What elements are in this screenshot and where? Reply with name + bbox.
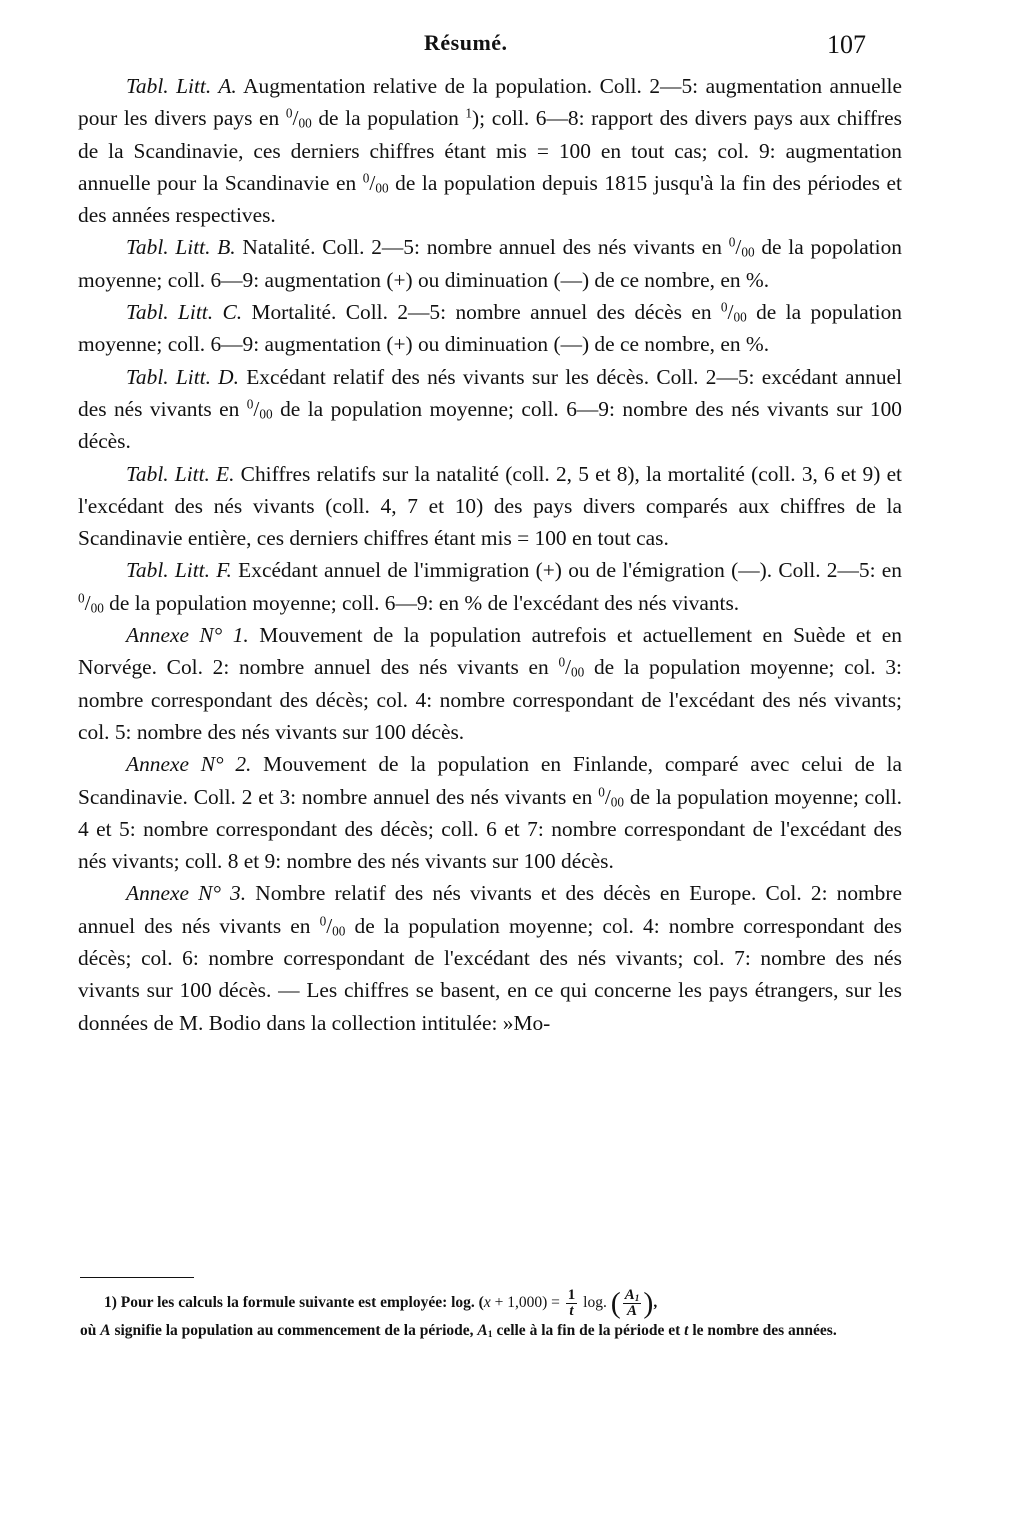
paragraph-label: Tabl. Litt. D. — [126, 364, 239, 389]
footnote-intro: ) Pour les calculs la formule suivante est employée: log. ( — [111, 1294, 484, 1312]
per-mille-sub: 00 — [733, 309, 747, 325]
paragraph-text: de la popolation moyenne; coll. 6—9: augmentation (+) ou diminuation (—) de ce nombre, en %. — [78, 235, 903, 292]
per-mille-sign — [247, 397, 273, 421]
per-mille-sub: 00 — [259, 406, 273, 422]
paragraph-text: de la population moyenne; coll. 6—9: augmentation (+) ou diminuation (—) de ce nombre, en %. — [78, 300, 902, 357]
footnote-ref[interactable]: 1 — [465, 106, 473, 121]
paragraph-text: de la population depuis 1815 jusqu'à la fin des périodes et des années respectives. — [78, 170, 902, 228]
per-mille-sup: 0 — [558, 655, 566, 671]
paragraph-text: Nombre relatif des nés vivants et des décès en Europe. Col. 2: nombre annuel des nés vivants en — [78, 881, 902, 938]
per-mille-sup: 0 — [319, 913, 327, 929]
footnote-text-b: signifie la population au commencement de la période, — [110, 1322, 478, 1339]
paragraph-text: de la population moyenne; coll. 6—9: en % de l'excédant des nés vivants. — [103, 590, 740, 615]
paragraph-label: Tabl. Litt. B. — [126, 235, 236, 260]
per-mille-sup: 0 — [246, 396, 254, 412]
paragraph-text: ); coll. 6—8: rapport des divers pays aux chiffres de la Scandinavie, ces derniers chiffres étant mis = 100 en tout cas; col. 9: augmentation annuelle pour la Scandinavie en — [78, 106, 902, 195]
paragraph-text: de la population moyenne; coll. 6—9: nombre des nés vivants sur 100 décès. — [78, 396, 902, 454]
per-mille-slash: / — [326, 913, 333, 938]
per-mille-slash: / — [292, 106, 299, 131]
per-mille-sub: 00 — [298, 115, 312, 131]
per-mille-sign — [598, 785, 624, 809]
paragraph-label: Annexe N° 3. — [126, 881, 247, 906]
footnote-var-t: t — [684, 1322, 689, 1339]
per-mille-sub: 00 — [741, 245, 755, 261]
running-title: Résumé. — [424, 30, 508, 55]
per-mille-sign — [729, 235, 755, 259]
ratio-numerator — [623, 1288, 642, 1304]
footnote-text-d: le nombre des années. — [688, 1322, 837, 1339]
paragraph-text: Augmentation relative de la population. Coll. 2—5: augmentation annuelle pour les divers pays en — [78, 74, 902, 131]
per-mille-slash: / — [727, 300, 734, 325]
footnote-rule — [80, 1277, 194, 1278]
paragraph-text: Mouvement de la population en Finlande, comparé avec celui de la Scandinavie. Coll. 2 et 3: nombre annuel des nés vivants en — [78, 752, 902, 809]
per-mille-sub: 00 — [332, 923, 346, 939]
per-mille-slash: / — [253, 396, 260, 421]
per-mille-slash: / — [604, 784, 611, 809]
formula-log: log. — [579, 1294, 611, 1312]
footnote-var-A1: A — [477, 1322, 488, 1339]
body-text — [78, 70, 902, 1039]
footnote-marker: 1 — [104, 1294, 112, 1312]
paragraph-text: Excédant relatif des nés vivants sur les décès. Coll. 2—5: excédant annuel des nés vivants en — [78, 364, 902, 421]
per-mille-sign — [286, 106, 312, 130]
per-mille-sup: 0 — [78, 590, 85, 606]
ratio-denominator: A — [627, 1303, 638, 1319]
per-mille-slash: / — [369, 170, 376, 195]
per-mille-sub: 00 — [375, 180, 389, 196]
paragraph — [78, 296, 902, 361]
per-mille-sup: 0 — [720, 299, 728, 315]
per-mille-slash: / — [565, 655, 572, 680]
per-mille-sup: 0 — [598, 784, 605, 800]
footnote-formula-line — [80, 1288, 906, 1319]
per-mille-sign — [721, 300, 747, 324]
paragraph — [78, 554, 902, 619]
per-mille-sub: 00 — [571, 664, 585, 680]
ratio-A1: A — [624, 1287, 635, 1303]
per-mille-slash: / — [84, 590, 91, 615]
per-mille-sup: 0 — [362, 170, 370, 186]
page-number: 107 — [827, 30, 866, 59]
paragraph-text: de la population moyenne; coll. 4 et 5: nombre correspondant des décès; coll. 6 et 7: nombre correspondant de l'excédant des nés vivants; coll. 8 et 9: nombre des nés vivants sur 100 décès. — [78, 784, 903, 874]
footnote-var-A1-sub: 1 — [487, 1328, 493, 1340]
fraction-denominator: t — [569, 1303, 574, 1319]
formula-fraction — [566, 1288, 578, 1319]
paragraph-label: Annexe N° 1. — [126, 623, 249, 648]
per-mille-sup: 0 — [728, 235, 736, 251]
paragraph-text: Natalité. Coll. 2—5: nombre annuel des nés vivants en — [235, 235, 729, 260]
paren-left: ( — [610, 1286, 621, 1320]
footnote-text-c: celle à la fin de la période et — [492, 1322, 685, 1339]
paragraph — [78, 877, 902, 1038]
paragraph-label: Annexe N° 2. — [126, 752, 252, 777]
paragraph-text: Mouvement de la population autrefois et actuellement en Suède et en Norvége. Col. 2: nombre annuel des nés vivants en — [78, 623, 902, 680]
footnote-explanation — [80, 1319, 906, 1343]
formula-ratio — [623, 1288, 642, 1319]
formula-close: , — [653, 1294, 658, 1312]
footnote — [80, 1288, 906, 1343]
paragraph-text: Excédant annuel de l'immigration (+) ou de l'émigration (—). Coll. 2—5: en — [231, 558, 903, 583]
paragraph-text: Mortalité. Coll. 2—5: nombre annuel des décès en — [242, 300, 721, 325]
paragraph-label: Tabl. Litt. C. — [126, 300, 243, 325]
per-mille-sign — [320, 914, 346, 938]
paragraph-label: Tabl. Litt. E. — [126, 461, 235, 486]
per-mille-slash: / — [735, 235, 742, 260]
formula-plus: + 1,000) = — [490, 1294, 564, 1312]
paragraph-label: Tabl. Litt. A. — [126, 74, 237, 98]
paragraph — [78, 619, 902, 748]
paragraph-text: de la population moyenne; col. 4: nombre correspondant des décès; col. 6: nombre correspondant de l'excédant des nés vivants; col. 7: nombre des nés vivants sur 100 décès. — Les chiffres se basent, en ce qui concerne les pays étrangers, sur les données de M. Bodio dans la collection intitulée: »Mo- — [78, 913, 903, 1035]
per-mille-sub: 00 — [90, 600, 104, 616]
formula-x: x — [483, 1294, 491, 1312]
paragraph — [78, 748, 902, 877]
paragraph-text: de la population — [311, 106, 466, 131]
paragraph — [78, 458, 902, 555]
per-mille-sup: 0 — [285, 106, 293, 121]
paragraph-text: Chiffres relatifs sur la natalité (coll. 2, 5 et 8), la mortalité (coll. 3, 6 et 9) et l'excédant des nés vivants (coll. 4, 7 et 10) des pays divers comparés aux chiffres de la Scandinavie entière, ces derniers chiffres étant mis = 100 en tout cas. — [78, 461, 903, 551]
paragraph-label: Tabl. Litt. F. — [126, 558, 232, 583]
per-mille-sign — [558, 655, 584, 679]
footnote-text-a: où — [80, 1322, 101, 1339]
per-mille-sign — [78, 591, 104, 615]
ratio-A1-sub: 1 — [634, 1293, 640, 1304]
running-head — [0, 30, 1024, 64]
per-mille-sub: 00 — [610, 794, 625, 810]
paragraph-text: de la population moyenne; col. 3: nombre correspondant des décès; col. 4: nombre correspondant de l'excédant des nés vivants; col. 5: nombre des nés vivants sur 100 décès. — [78, 655, 902, 744]
paragraph — [78, 361, 902, 458]
fraction-numerator: 1 — [567, 1287, 576, 1303]
paragraph — [78, 70, 902, 231]
paren-right: ) — [643, 1286, 654, 1320]
footnote-var-A: A — [100, 1322, 111, 1339]
per-mille-sign — [363, 171, 389, 195]
paragraph — [78, 231, 902, 296]
